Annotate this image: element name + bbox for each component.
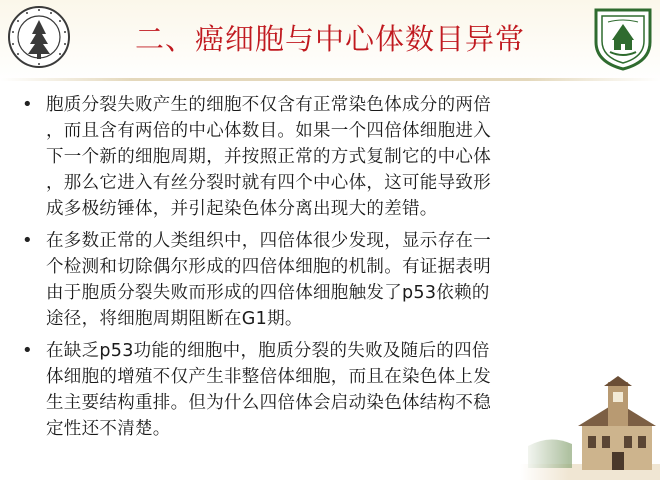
bullet-line: 成多极纺锤体，并引起染色体分离出现大的差错。 — [46, 199, 438, 219]
bullet-line: ，而且含有两倍的中心体数目。如果一个四倍体细胞进入 — [46, 121, 491, 141]
bullet-line: 途径，将细胞周期阻断在G1期。 — [46, 309, 303, 329]
slide-title: 二、癌细胞与中心体数目异常 — [134, 22, 525, 56]
bullet-line: 定性还不清楚。 — [46, 419, 171, 439]
bullet-marker: • — [22, 340, 33, 361]
bullet-line: ，那么它进入有丝分裂时就有四个中心体，这可能导致形 — [46, 173, 491, 193]
bullet-line: 个检测和切除偶尔形成的四倍体细胞的机制。有证据表明 — [46, 257, 491, 277]
medical-school-crest-icon — [592, 6, 654, 72]
bullet-marker: • — [22, 94, 33, 115]
bullet-line: 体细胞的增殖不仅产生非整倍体细胞，而且在染色体上发 — [46, 367, 491, 387]
bullet-line: 在多数正常的人类组织中，四倍体很少发现，显示存在一 — [46, 231, 491, 251]
bullet-line: 在缺乏p53功能的细胞中，胞质分裂的失败及随后的四倍 — [46, 341, 490, 361]
university-seal-icon — [6, 4, 72, 70]
bullet-marker: • — [22, 230, 33, 251]
bullet-item-2 — [18, 228, 618, 332]
bullet-item-1 — [18, 92, 618, 222]
campus-building-illustration — [520, 376, 660, 480]
bullet-line: 胞质分裂失败产生的细胞不仅含有正常染色体成分的两倍 — [46, 95, 491, 115]
bullet-line: 由于胞质分裂失败而形成的四倍体细胞触发了p53依赖的 — [46, 283, 490, 303]
bullet-line: 下一个新的细胞周期，并按照正常的方式复制它的中心体 — [46, 147, 491, 167]
bullet-line: 生主要结构重排。但为什么四倍体会启动染色体结构不稳 — [46, 393, 491, 413]
title-divider — [0, 78, 660, 81]
